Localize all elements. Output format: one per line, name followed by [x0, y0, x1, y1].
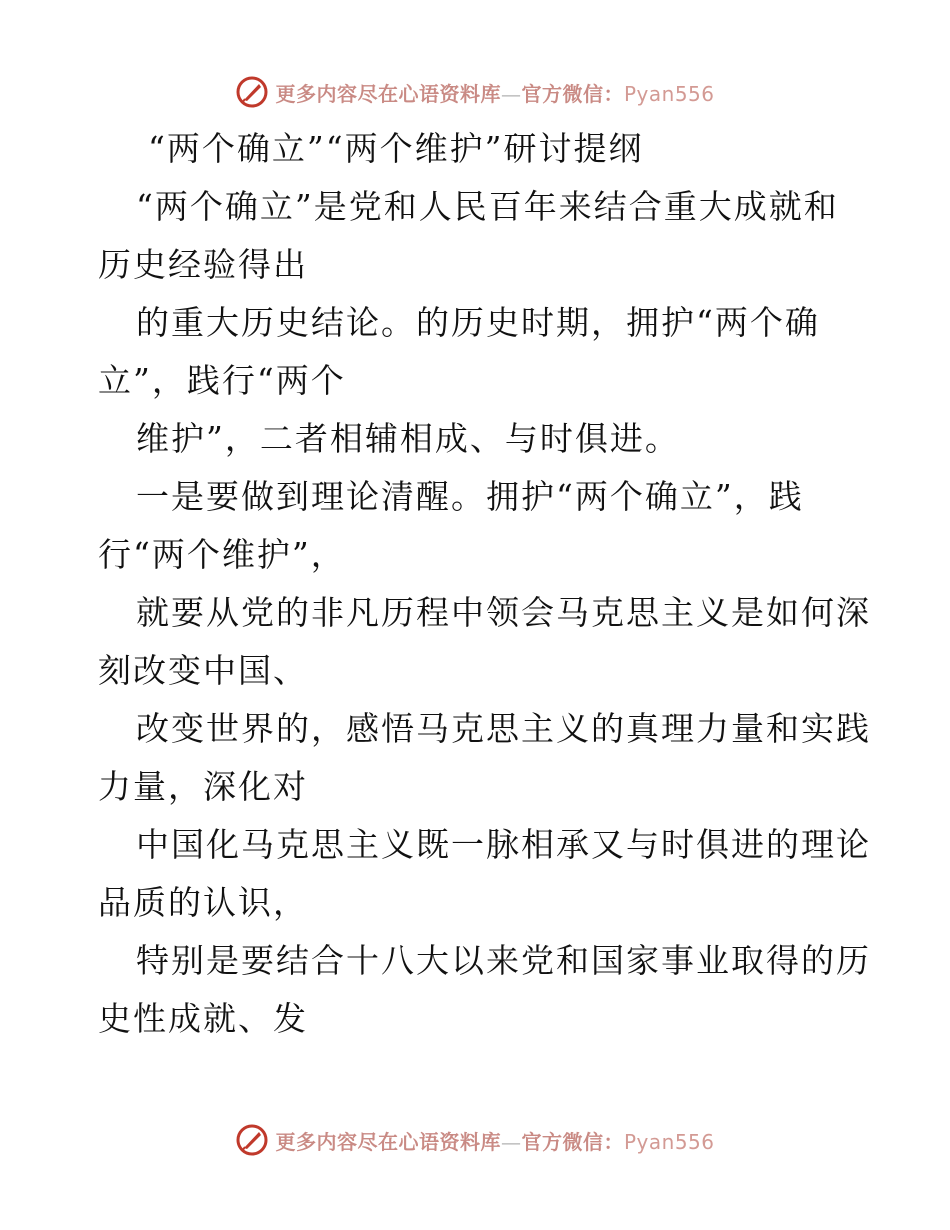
quill-pen-logo-icon — [235, 75, 269, 109]
text-line: 改变世界的，感悟马克思主义的真理力量和实践 — [136, 709, 871, 748]
text-line: 立”，践行“两个 — [98, 361, 346, 400]
text-line: 刻改变中国、 — [98, 651, 308, 690]
header-banner-contact-label: 官方微信： — [521, 81, 624, 106]
text-line: 一是要做到理论清醒。拥护“两个确立”，践 — [136, 477, 804, 516]
text-line: 维护”，二者相辅相成、与时俱进。 — [136, 419, 680, 458]
footer-banner-title: 更多内容尽在心语资料库 — [275, 1129, 501, 1154]
header-banner — [0, 72, 950, 112]
text-line: 中国化马克思主义既一脉相承又与时俱进的理论 — [136, 825, 871, 864]
footer-banner-contact-label: 官方微信： — [521, 1129, 624, 1154]
document-title: “两个确立”“两个维护”研讨提纲 — [148, 129, 644, 168]
text-line: 力量，深化对 — [98, 767, 308, 806]
text-line: 行“两个维护”， — [98, 535, 346, 574]
header-banner-title: 更多内容尽在心语资料库 — [275, 81, 501, 106]
text-line: 特别是要结合十八大以来党和国家事业取得的历 — [136, 941, 871, 980]
text-line: 品质的认识， — [98, 883, 308, 922]
header-banner-text — [275, 78, 714, 107]
footer-banner-separator: — — [500, 1129, 522, 1154]
text-line: 历史经验得出 — [98, 245, 308, 284]
text-line: 就要从党的非凡历程中领会马克思主义是如何深 — [136, 593, 871, 632]
footer-banner-text — [275, 1126, 714, 1155]
text-line: 的重大历史结论。的历史时期，拥护“两个确 — [136, 303, 820, 342]
text-line: 史性成就、发 — [98, 999, 308, 1038]
document-body — [98, 120, 871, 1048]
quill-pen-logo-icon — [235, 1123, 269, 1157]
footer-banner — [0, 1120, 950, 1160]
header-banner-contact-id: Pyan556 — [623, 81, 715, 106]
footer-banner-contact-id: Pyan556 — [623, 1129, 715, 1154]
header-banner-separator: — — [500, 81, 522, 106]
text-line: “两个确立”是党和人民百年来结合重大成就和 — [136, 187, 839, 226]
